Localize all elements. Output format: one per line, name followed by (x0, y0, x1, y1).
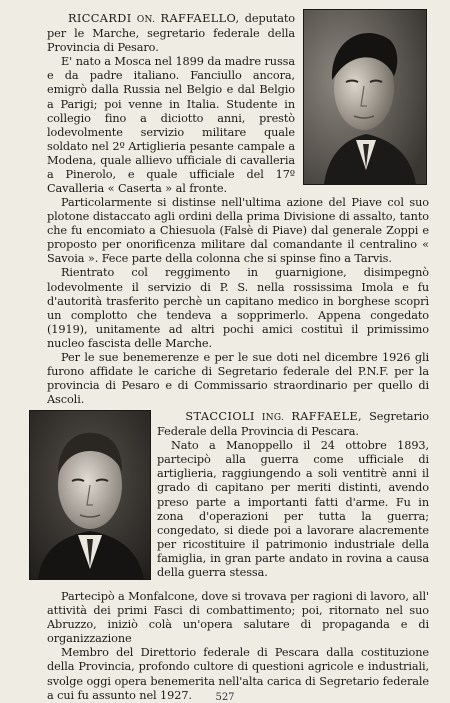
entry2-given-name: RAFFAELE, (291, 410, 363, 423)
entry2-title: ING. (261, 413, 285, 423)
entry1-intro (47, 12, 295, 55)
entry2-portrait-photo (29, 410, 151, 580)
entry2-paragraph-3: Membro del Direttorio federale di Pescara dalla costituzione della Provincia, profondo cultore di questioni agricole e industriali, svolge oggi opera benemerita nell'alta carica di Segretario federale a cui fu assunto nel 1927. (47, 646, 429, 702)
entry1-paragraph-1: E' nato a Mosca nel 1899 da madre russa e da padre italiano. Fanciullo ancora, emigrò dalla Russia nel Belgio e dal Belgio a Parigi; poi venne in Italia. Studente in collegio fino a diciotto anni, prestò lodevolmente servizio militare quale soldato nel 2º Artiglieria pesante campale a Modena, quale allievo ufficiale di cavalleria a Pinerolo, e quale ufficiale del 17º Cavalleria « Caserta » al fronte. (47, 55, 295, 196)
entry1-portrait-photo (303, 9, 427, 185)
entry2-surname: STACCIOLI (185, 410, 255, 423)
entry2-intro-text: Segretario Federale della Provincia di Pescara. (157, 410, 429, 439)
entry2-body-block (47, 590, 429, 703)
entry1-surname: RICCARDI (67, 12, 132, 25)
entry1-given-name: RAFFAELLO, (160, 12, 240, 25)
entry1-paragraph-3: Rientrato col reggimento in guarnigione, disimpegnò lodevolmente il servizio di P. S. nella rossissima Imola e fu d'autorità trasferito perchè un capitano medico in borghese scoprì un complotto che tendeva a sopprimerlo. Appena congedato (1919), unitamente ad altri pochi amici costituì il primissimo nucleo fascista delle Marche. (47, 266, 429, 350)
entry2-intro (157, 410, 429, 439)
entry2-header-block (157, 410, 429, 580)
entry1-paragraph-4: Per le sue benemerenze e per le sue doti nel dicembre 1926 gli furono affidate le cariche di Segretario federale del P.N.F. per la provincia di Pesaro e di Commissario straordinario per quello di Ascoli. (47, 351, 429, 407)
entry2-paragraph-1: Nato a Manoppello il 24 ottobre 1893, partecipò alla guerra come ufficiale di artiglieria, raggiungendo a soli ventitrè anni il grado di capitano per meriti distinti, avendo preso parte a importanti fatti d'arme. Fu in zona d'operazioni per tutta la guerra; congedato, si diede poi a lavorare alacremente per ricostituire il patrimonio industriale della famiglia, in gran parte andato in rovina a causa della guerra stessa. (157, 439, 429, 580)
entry1-paragraph-2: Particolarmente si distinse nell'ultima azione del Piave col suo plotone distaccato agli ordini della prima Divisione di assalto, tanto che fu encomiato a Chiesuola (Falsè di Piave) dal generale Zoppi e proposto per onorificenza militare dal comandante il centralino « Savoia ». Fece parte della colonna che si spinse fino a Tarvis. (47, 196, 429, 266)
entry1-title: ON. (136, 15, 156, 25)
page-number: 527 (215, 692, 235, 703)
entry1-body-block (47, 196, 429, 407)
entry1-intro-text: deputato per le Marche, segretario federale della Provincia di Pesaro. (47, 12, 296, 55)
portrait-riccardi-image (304, 10, 426, 184)
entry1-header-block (47, 12, 295, 196)
portrait-staccioli-image (30, 411, 150, 579)
entry2-paragraph-2: Partecipò a Monfalcone, dove si trovava per ragioni di lavoro, all' attività dei primi Fasci di combattimento; poi, ritornato nel suo Abruzzo, iniziò colà un'opera salutare di propaganda e di organizzazione (47, 590, 429, 646)
